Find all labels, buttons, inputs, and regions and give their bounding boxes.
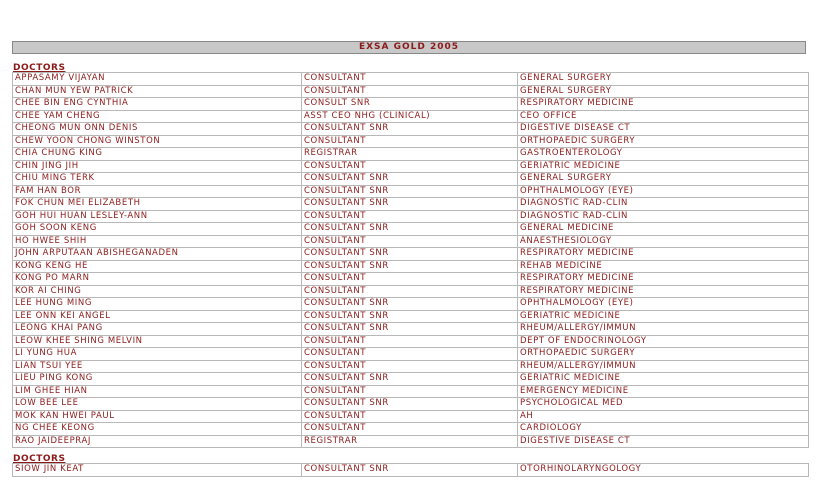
name-cell: CHIA CHUNG KING [13, 148, 302, 161]
table-row [13, 173, 809, 186]
department-cell: AH [518, 410, 809, 423]
name-cell: GOH SOON KENG [13, 223, 302, 236]
department-cell: GENERAL SURGERY [518, 73, 809, 86]
department-cell: GERIATRIC MEDICINE [518, 373, 809, 386]
department-cell: GENERAL SURGERY [518, 85, 809, 98]
doctors-table [12, 72, 809, 448]
doctors-table-2 [12, 463, 809, 477]
table-row [13, 273, 809, 286]
department-cell: RESPIRATORY MEDICINE [518, 98, 809, 111]
title-cell: CONSULTANT [302, 210, 518, 223]
department-cell: RHEUM/ALLERGY/IMMUN [518, 360, 809, 373]
name-cell: FAM HAN BOR [13, 185, 302, 198]
table-row [13, 298, 809, 311]
table-row [13, 435, 809, 448]
name-cell: KONG KENG HE [13, 260, 302, 273]
title-cell: CONSULTANT SNR [302, 173, 518, 186]
department-cell: GASTROENTEROLOGY [518, 148, 809, 161]
name-cell: CHEW YOON CHONG WINSTON [13, 135, 302, 148]
table-row [13, 73, 809, 86]
title-cell: CONSULT SNR [302, 98, 518, 111]
title-cell: CONSULTANT SNR [302, 373, 518, 386]
department-cell: ORTHOPAEDIC SURGERY [518, 135, 809, 148]
title-cell: CONSULTANT SNR [302, 198, 518, 211]
department-cell: ANAESTHESIOLOGY [518, 235, 809, 248]
department-cell: GERIATRIC MEDICINE [518, 310, 809, 323]
table-row [13, 323, 809, 336]
title-cell: CONSULTANT SNR [302, 310, 518, 323]
department-cell: RHEUM/ALLERGY/IMMUN [518, 323, 809, 336]
title-cell: CONSULTANT [302, 85, 518, 98]
name-cell: KOR AI CHING [13, 285, 302, 298]
title-cell: CONSULTANT SNR [302, 398, 518, 411]
table-row [13, 410, 809, 423]
department-cell: PSYCHOLOGICAL MED [518, 398, 809, 411]
name-cell: RAO JAIDEEPRAJ [13, 435, 302, 448]
title-cell: REGISTRAR [302, 148, 518, 161]
table-row [13, 110, 809, 123]
table-row [13, 223, 809, 236]
department-cell: RESPIRATORY MEDICINE [518, 285, 809, 298]
title-cell: REGISTRAR [302, 435, 518, 448]
table-row [13, 260, 809, 273]
department-cell: OPHTHALMOLOGY (EYE) [518, 298, 809, 311]
title-cell: CONSULTANT [302, 160, 518, 173]
title-cell: CONSULTANT [302, 360, 518, 373]
table-row [13, 373, 809, 386]
title-cell: CONSULTANT SNR [302, 185, 518, 198]
table-row [13, 285, 809, 298]
department-cell: ORTHOPAEDIC SURGERY [518, 348, 809, 361]
title-cell: CONSULTANT [302, 423, 518, 436]
department-cell: GENERAL MEDICINE [518, 223, 809, 236]
department-cell: EMERGENCY MEDICINE [518, 385, 809, 398]
title-cell: CONSULTANT [302, 410, 518, 423]
name-cell: FOK CHUN MEI ELIZABETH [13, 198, 302, 211]
section-label-doctors: DOCTORS [13, 63, 66, 73]
table-row [13, 464, 809, 477]
table-row [13, 348, 809, 361]
name-cell: MOK KAN HWEI PAUL [13, 410, 302, 423]
table-row [13, 335, 809, 348]
title-cell: CONSULTANT [302, 335, 518, 348]
name-cell: APPASAMY VIJAYAN [13, 73, 302, 86]
name-cell: LEE HUNG MING [13, 298, 302, 311]
name-cell: GOH HUI HUAN LESLEY-ANN [13, 210, 302, 223]
department-cell: GERIATRIC MEDICINE [518, 160, 809, 173]
table-row [13, 185, 809, 198]
section-label-doctors-2: DOCTORS [13, 454, 66, 464]
name-cell: HO HWEE SHIH [13, 235, 302, 248]
table-row [13, 310, 809, 323]
title-cell: CONSULTANT [302, 73, 518, 86]
title-cell: CONSULTANT [302, 385, 518, 398]
title-cell: CONSULTANT [302, 348, 518, 361]
department-cell: CARDIOLOGY [518, 423, 809, 436]
title-cell: CONSULTANT [302, 135, 518, 148]
department-cell: RESPIRATORY MEDICINE [518, 273, 809, 286]
name-cell: JOHN ARPUTAAN ABISHEGANADEN [13, 248, 302, 261]
name-cell: CHEE YAM CHENG [13, 110, 302, 123]
department-cell: DEPT OF ENDOCRINOLOGY [518, 335, 809, 348]
title-cell: CONSULTANT SNR [302, 323, 518, 336]
report-title: EXSA GOLD 2005 [12, 41, 806, 54]
name-cell: LOW BEE LEE [13, 398, 302, 411]
title-cell: CONSULTANT SNR [302, 223, 518, 236]
name-cell: CHEE BIN ENG CYNTHIA [13, 98, 302, 111]
name-cell: LEOW KHEE SHING MELVIN [13, 335, 302, 348]
title-cell: CONSULTANT SNR [302, 260, 518, 273]
name-cell: LI YUNG HUA [13, 348, 302, 361]
doctors-table-2-body [13, 464, 809, 477]
title-cell: CONSULTANT SNR [302, 464, 518, 477]
department-cell: DIGESTIVE DISEASE CT [518, 435, 809, 448]
name-cell: KONG PO MARN [13, 273, 302, 286]
table-row [13, 398, 809, 411]
title-cell: CONSULTANT [302, 285, 518, 298]
department-cell: DIAGNOSTIC RAD-CLIN [518, 198, 809, 211]
title-cell: ASST CEO NHG (CLINICAL) [302, 110, 518, 123]
doctors-table-body [13, 73, 809, 448]
department-cell: GENERAL SURGERY [518, 173, 809, 186]
name-cell: LIAN TSUI YEE [13, 360, 302, 373]
table-row [13, 123, 809, 136]
name-cell: LIM GHEE HIAN [13, 385, 302, 398]
table-row [13, 385, 809, 398]
table-row [13, 85, 809, 98]
name-cell: CHIU MING TERK [13, 173, 302, 186]
table-row [13, 360, 809, 373]
table-row [13, 148, 809, 161]
table-row [13, 423, 809, 436]
title-cell: CONSULTANT SNR [302, 298, 518, 311]
table-row [13, 98, 809, 111]
department-cell: OTORHINOLARYNGOLOGY [518, 464, 809, 477]
department-cell: REHAB MEDICINE [518, 260, 809, 273]
name-cell: LEE ONN KEI ANGEL [13, 310, 302, 323]
name-cell: CHEONG MUN ONN DENIS [13, 123, 302, 136]
table-row [13, 248, 809, 261]
title-cell: CONSULTANT [302, 235, 518, 248]
table-row [13, 160, 809, 173]
name-cell: LIEU PING KONG [13, 373, 302, 386]
title-cell: CONSULTANT [302, 273, 518, 286]
department-cell: CEO OFFICE [518, 110, 809, 123]
title-cell: CONSULTANT SNR [302, 123, 518, 136]
department-cell: DIGESTIVE DISEASE CT [518, 123, 809, 136]
department-cell: OPHTHALMOLOGY (EYE) [518, 185, 809, 198]
table-row [13, 210, 809, 223]
department-cell: DIAGNOSTIC RAD-CLIN [518, 210, 809, 223]
name-cell: CHIN JING JIH [13, 160, 302, 173]
name-cell: LEONG KHAI PANG [13, 323, 302, 336]
title-cell: CONSULTANT SNR [302, 248, 518, 261]
table-row [13, 135, 809, 148]
name-cell: SIOW JIN KEAT [13, 464, 302, 477]
table-row [13, 198, 809, 211]
name-cell: CHAN MUN YEW PATRICK [13, 85, 302, 98]
name-cell: NG CHEE KEONG [13, 423, 302, 436]
department-cell: RESPIRATORY MEDICINE [518, 248, 809, 261]
table-row [13, 235, 809, 248]
